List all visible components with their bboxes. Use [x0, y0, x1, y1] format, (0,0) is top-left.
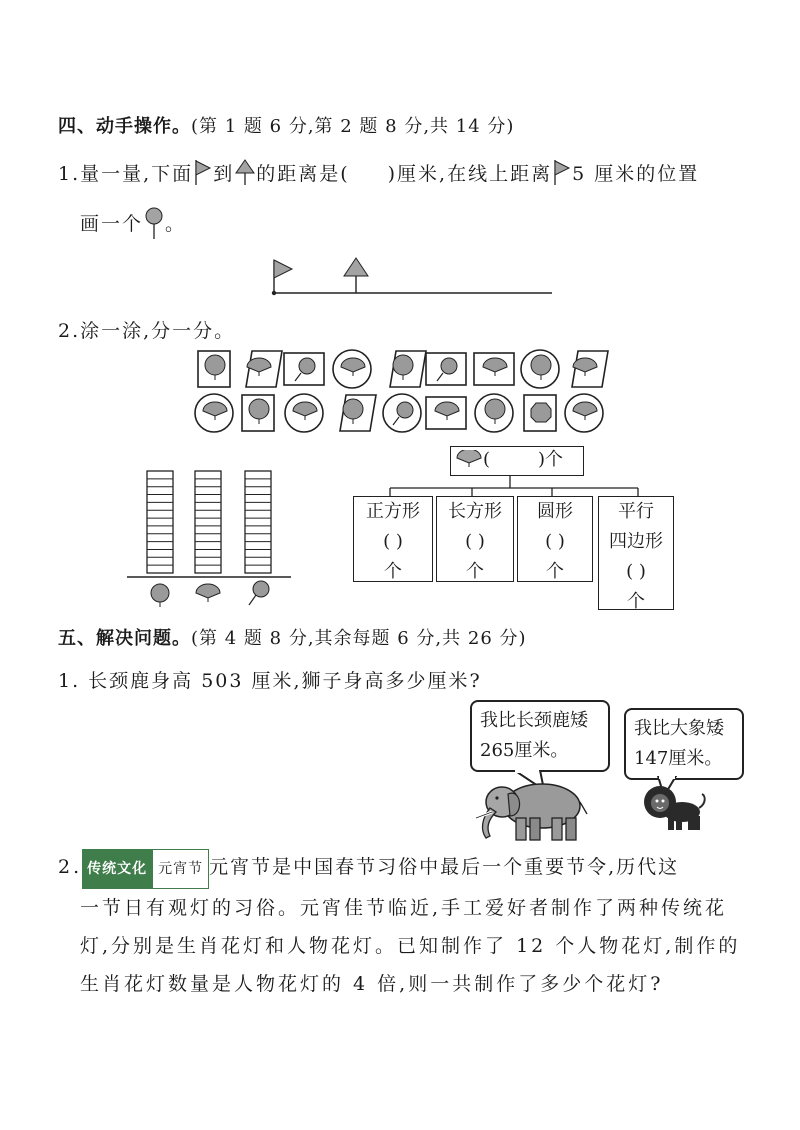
category-circle[interactable]	[517, 496, 593, 582]
triangle-flag-icon	[234, 158, 256, 186]
round-fan-icon	[151, 584, 169, 607]
paren-left: (	[483, 449, 491, 470]
round-fan-icon	[343, 399, 363, 419]
unit-label: 个	[627, 591, 645, 612]
unit-label: 个	[466, 561, 484, 582]
bubble-line: 265厘米。	[480, 740, 569, 761]
text-segment: 。	[165, 213, 187, 235]
lollipop-icon	[397, 402, 413, 418]
shape-card[interactable]	[390, 351, 426, 387]
shape-card[interactable]	[242, 395, 274, 431]
category-label: 平行	[618, 501, 654, 522]
text-segment: 画一个	[80, 213, 144, 235]
category-label: 正方形	[366, 501, 420, 522]
fan-icon	[196, 584, 220, 602]
s4-q1-line2	[80, 206, 186, 240]
answer-blank[interactable]: ( )	[383, 531, 403, 552]
count-column[interactable]	[147, 471, 173, 573]
octagon-icon	[531, 403, 551, 422]
answer-blank[interactable]: ( )	[545, 531, 565, 552]
flag-icon	[193, 158, 213, 186]
fan-count-box[interactable]	[450, 446, 584, 476]
s5-q2	[58, 848, 758, 1003]
triangle-flag-icon	[344, 258, 368, 276]
category-parallelogram[interactable]	[598, 496, 674, 610]
text-segment: 5 厘米的位置	[572, 163, 700, 185]
shape-card[interactable]	[333, 350, 371, 388]
lollipop-icon	[143, 206, 165, 240]
text-segment: 量一量,下面	[80, 163, 194, 185]
round-fan-icon	[205, 355, 225, 375]
bubble-line: 我比长颈鹿矮	[480, 710, 588, 731]
measuring-line-figure[interactable]	[260, 250, 560, 300]
lion-speech-bubble	[624, 708, 744, 780]
paragraph-line: 一节日有观灯的习俗。元宵佳节临近,手工爱好者制作了两种传统花	[80, 897, 728, 919]
shape-card[interactable]	[340, 395, 376, 431]
shape-card[interactable]	[246, 351, 282, 387]
flag-icon	[552, 158, 572, 186]
elephant-speech-bubble	[470, 700, 610, 772]
lollipop-icon	[249, 581, 269, 605]
festival-tag: 元宵节	[152, 849, 209, 889]
bubble-line: 147厘米。	[634, 748, 723, 769]
shape-card[interactable]	[572, 351, 608, 387]
shape-card[interactable]	[521, 350, 559, 388]
text-segment: 到	[213, 163, 235, 185]
round-fan-icon	[531, 355, 551, 375]
section4-heading: 四、动手操作。	[58, 116, 191, 137]
shapes-grid[interactable]	[190, 345, 620, 445]
tradition-tag: 传统文化	[82, 849, 152, 889]
q-number: 2.	[58, 856, 83, 878]
shape-card[interactable]	[198, 351, 230, 387]
category-square[interactable]	[353, 496, 433, 582]
s4-q1-line1	[58, 158, 699, 186]
category-label: 圆形	[537, 501, 573, 522]
flag-icon	[274, 260, 292, 278]
s5-q2-line1	[58, 848, 758, 889]
lollipop-icon	[299, 358, 315, 374]
counting-columns[interactable]	[125, 465, 295, 615]
shape-card[interactable]	[426, 353, 466, 385]
category-rectangle[interactable]	[436, 496, 514, 582]
elephant-icon	[470, 772, 590, 844]
shape-card[interactable]	[474, 353, 514, 385]
shape-card[interactable]	[383, 394, 421, 432]
shape-card[interactable]	[565, 394, 603, 432]
lion-icon	[642, 782, 708, 832]
count-column[interactable]	[245, 471, 271, 573]
round-fan-icon	[249, 399, 269, 419]
section5-note: (第 4 题 8 分,其余每题 6 分,共 26 分)	[191, 628, 527, 649]
shape-card[interactable]	[285, 394, 323, 432]
round-fan-icon	[393, 355, 413, 375]
s4-q2-label: 2.涂一涂,分一分。	[58, 320, 236, 342]
bubble-line: 我比大象矮	[634, 718, 724, 739]
category-label: 四边形	[609, 531, 663, 552]
text-segment: )厘米,在线上距离	[387, 163, 553, 185]
shape-card[interactable]	[524, 395, 556, 431]
fan-icon	[455, 450, 483, 468]
paragraph-line: 灯,分别是生肖花灯和人物花灯。已知制作了 12 个人物花灯,制作的	[80, 935, 741, 957]
shape-card[interactable]	[284, 353, 324, 385]
section5-title	[58, 624, 527, 650]
shape-card[interactable]	[426, 397, 466, 429]
paragraph-line: 元宵节是中国春节习俗中最后一个重要节令,历代这	[209, 856, 680, 878]
paren-right: )个	[538, 449, 564, 470]
s5-q1-text: 1. 长颈鹿身高 503 厘米,狮子身高多少厘米?	[58, 670, 482, 692]
paragraph-line: 生肖花灯数量是人物花灯的 4 倍,则一共制作了多少个花灯?	[80, 973, 664, 995]
unit-label: 个	[546, 561, 564, 582]
round-fan-icon	[485, 399, 505, 419]
section4-note: (第 1 题 6 分,第 2 题 8 分,共 14 分)	[191, 116, 515, 137]
category-label: 长方形	[448, 501, 502, 522]
shape-card[interactable]	[475, 394, 513, 432]
q-number: 1.	[58, 163, 81, 185]
section4-title	[58, 112, 514, 138]
count-column[interactable]	[195, 471, 221, 573]
answer-blank[interactable]: ( )	[626, 561, 646, 582]
unit-label: 个	[384, 561, 402, 582]
answer-blank[interactable]: ( )	[465, 531, 485, 552]
lollipop-icon	[441, 358, 457, 374]
shape-card[interactable]	[195, 394, 233, 432]
text-segment: 的距离是(	[256, 163, 350, 185]
section5-heading: 五、解决问题。	[58, 628, 191, 649]
